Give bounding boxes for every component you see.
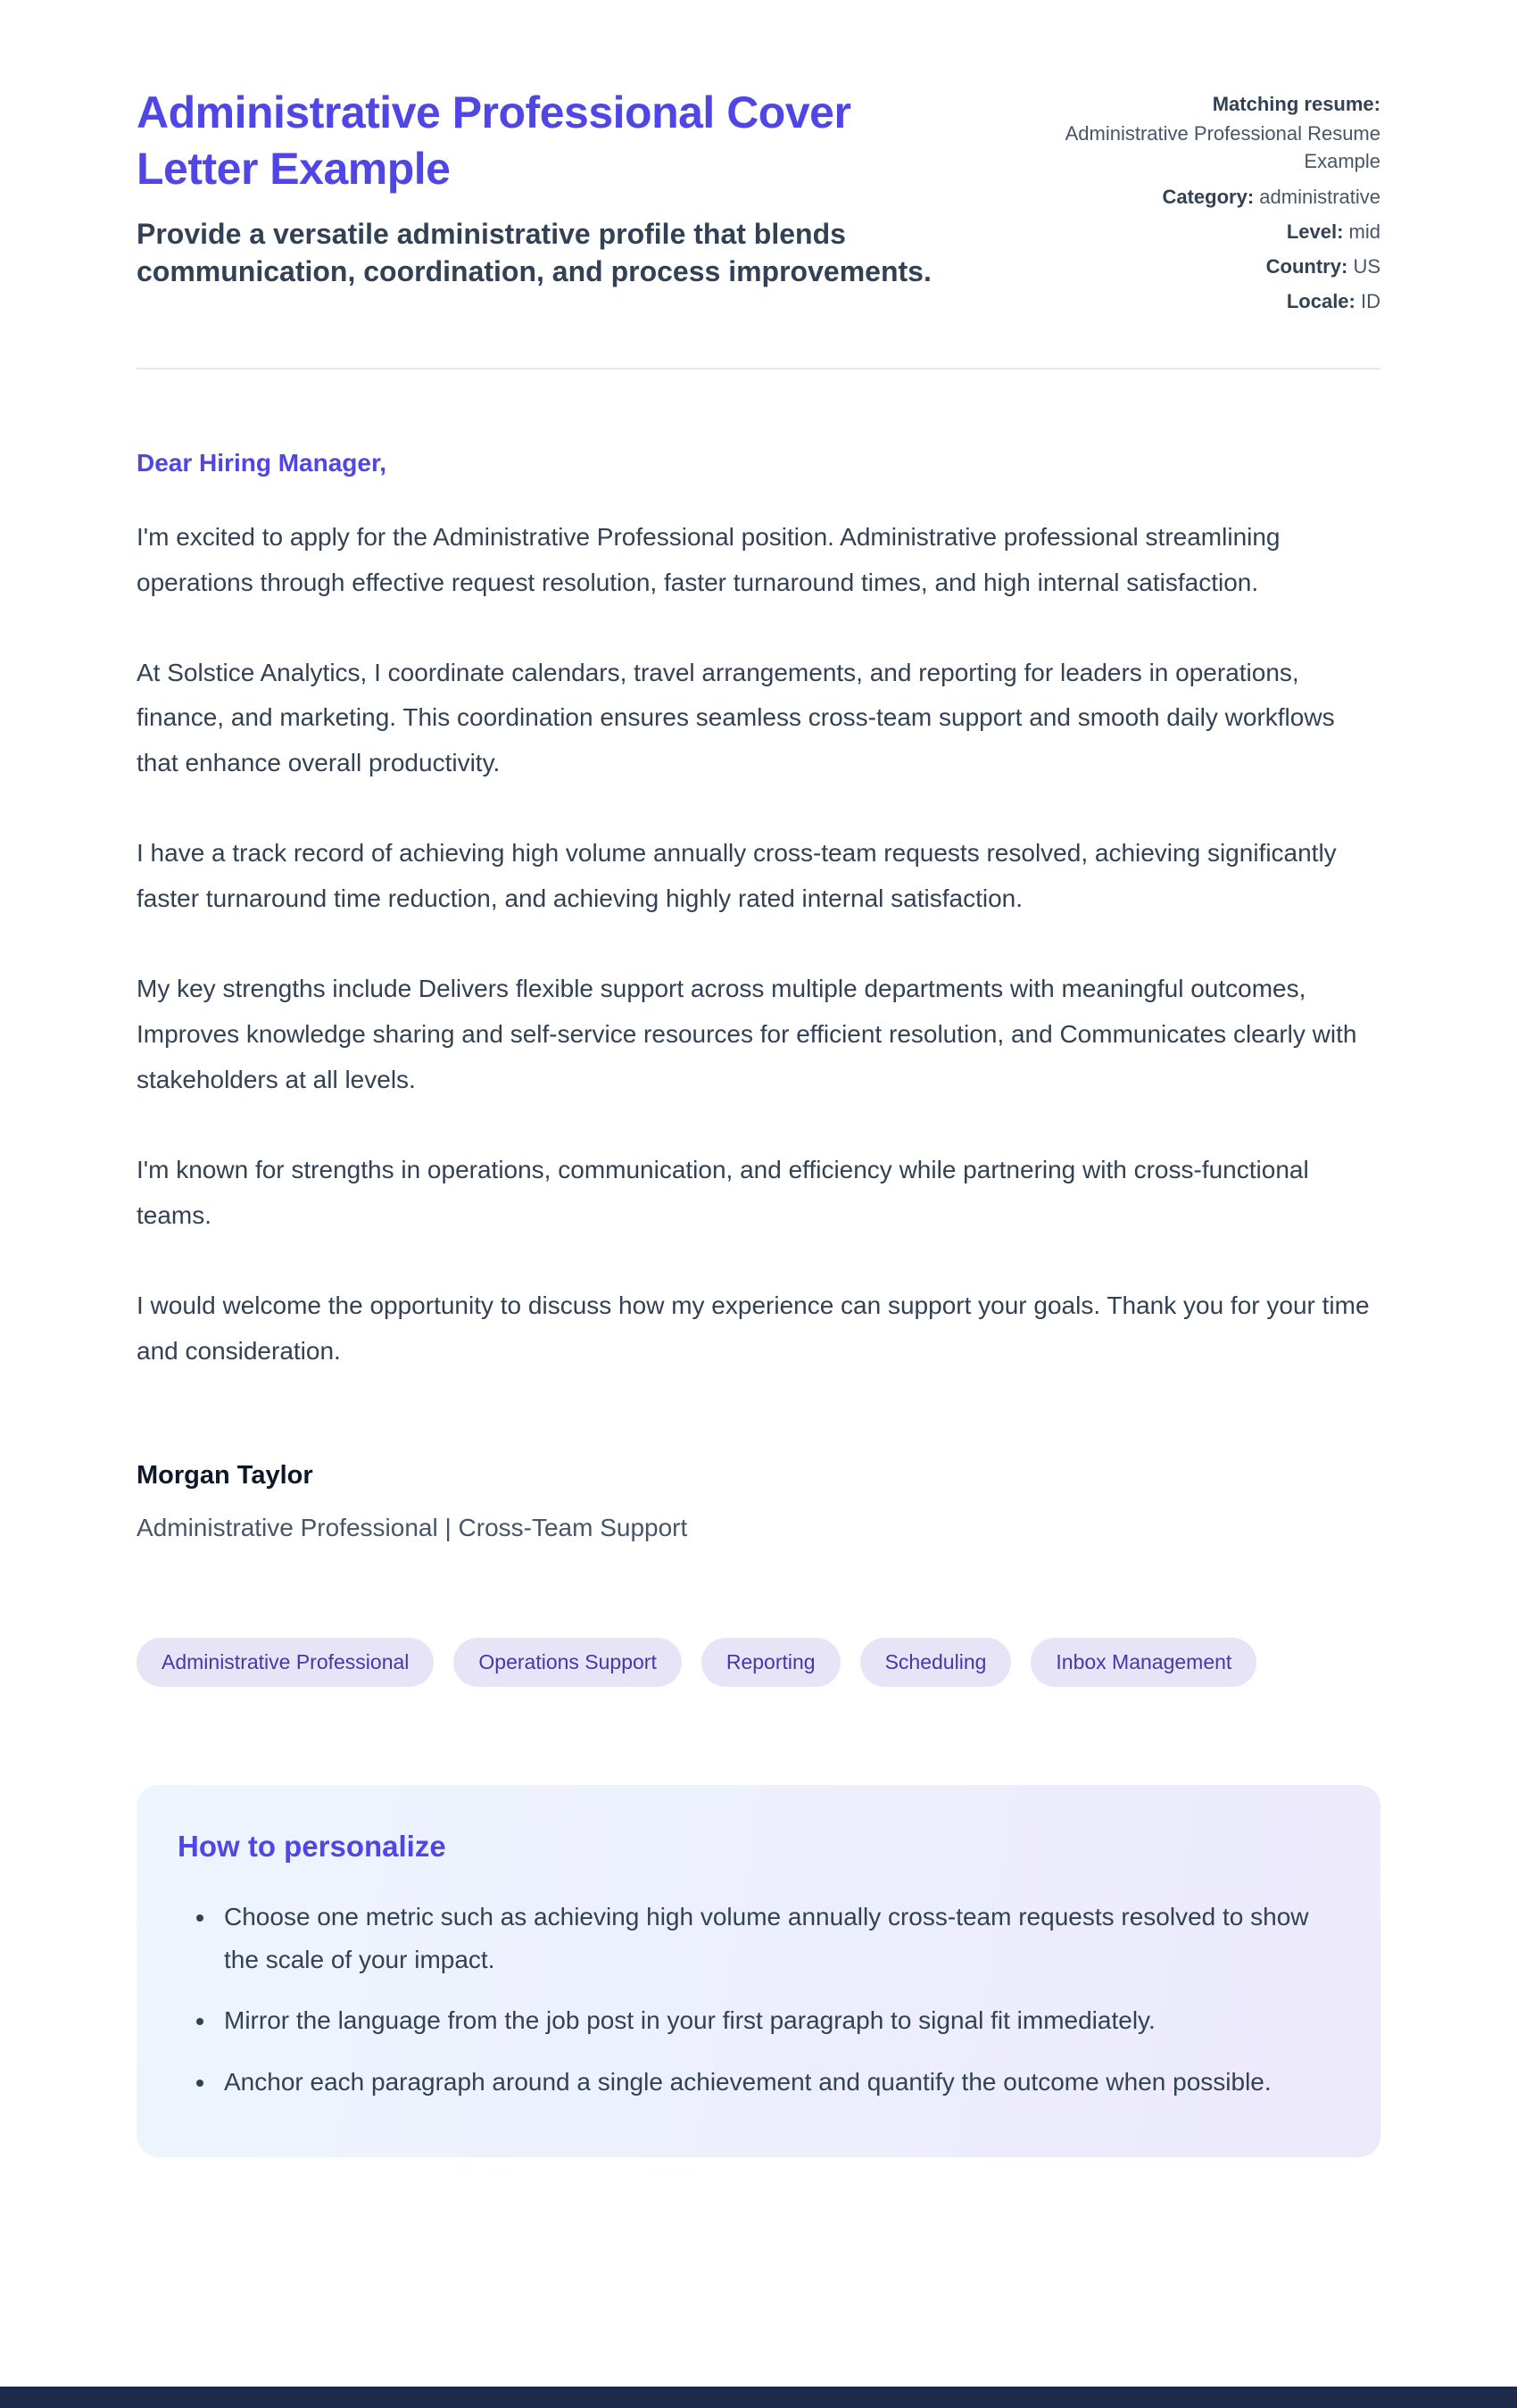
signature-role: Administrative Professional | Cross-Team Support <box>137 1514 688 1542</box>
country-label: Country: <box>1265 255 1348 278</box>
salutation: Dear Hiring Manager, <box>137 448 387 477</box>
letter-paragraph: I would welcome the opportunity to discuss how my experience can support your goals. Thank you for your time and consideration. <box>137 1291 1370 1365</box>
header <box>137 85 1380 370</box>
letter-paragraph: My key strengths include Delivers flexible support across multiple departments with meaningful outcomes, Improves knowledge sharing and self-service resources for efficient resolution, and Communicates clearly with stakeholders at all levels. <box>137 975 1357 1094</box>
tag-pill[interactable]: Inbox Management <box>1031 1638 1256 1687</box>
meta-row-country <box>1059 253 1380 280</box>
tag-pill[interactable]: Administrative Professional <box>137 1638 434 1687</box>
letter-paragraph: I'm excited to apply for the Administrative Professional position. Administrative professional streamlining operations through effective request resolution, faster turnaround times, and high internal satisfaction. <box>137 522 1281 596</box>
level-label: Level: <box>1286 220 1344 243</box>
country-value: US <box>1353 255 1380 278</box>
tag-pill[interactable]: Operations Support <box>453 1638 681 1687</box>
meta-row-locale <box>1059 287 1380 315</box>
category-label: Category: <box>1162 185 1255 208</box>
letter-paragraph: I'm known for strengths in operations, communication, and efficiency while partnering with cross-functional teams. <box>137 1156 1309 1230</box>
category-value: administrative <box>1259 185 1380 208</box>
personalize-tip: • Choose one metric such as achieving high volume annually cross-team requests resolved to show the scale of your impact. <box>217 1896 1336 1981</box>
footer-bar <box>0 2387 1517 2408</box>
personalize-tips-box <box>137 1785 1380 2157</box>
personalize-tip: • Mirror the language from the job post in your first paragraph to signal fit immediately. <box>217 1999 1336 2042</box>
tag-list <box>137 1638 1380 1687</box>
header-title-block <box>137 85 975 290</box>
locale-value: ID <box>1361 290 1380 313</box>
tag-pill[interactable]: Scheduling <box>860 1638 1012 1687</box>
resume-meta-panel <box>1059 85 1380 316</box>
page-subtitle: Provide a versatile administrative profile that blends communication, coordination, and process improvements. <box>137 218 932 288</box>
page-title: Administrative Professional Cover Letter Example <box>137 87 851 194</box>
letter-paragraph: At Solstice Analytics, I coordinate calendars, travel arrangements, and reporting for leaders in operations, finance, and marketing. This coordination ensures seamless cross-team support and smooth daily workflows that enhance overall productivity. <box>137 658 1335 777</box>
signature-name: Morgan Taylor <box>137 1460 313 1490</box>
letter-paragraph: I have a track record of achieving high volume annually cross-team requests resolved, achieving significantly faster turnaround time reduction, and achieving highly rated internal satisfaction. <box>137 839 1337 913</box>
matching-resume-label: Matching resume: <box>1212 93 1380 115</box>
meta-row-level <box>1059 218 1380 245</box>
locale-label: Locale: <box>1286 290 1355 313</box>
personalize-tip-list <box>174 1896 1336 2104</box>
cover-letter-body <box>137 370 1380 1549</box>
tag-pill[interactable]: Reporting <box>701 1638 841 1687</box>
personalize-tip: • Anchor each paragraph around a single achievement and quantify the outcome when possible. <box>217 2061 1336 2104</box>
level-value: mid <box>1348 220 1380 243</box>
matching-resume-value: Administrative Professional Resume Example <box>1065 122 1380 173</box>
meta-row-category <box>1059 183 1380 211</box>
personalize-title: How to personalize <box>178 1830 446 1864</box>
